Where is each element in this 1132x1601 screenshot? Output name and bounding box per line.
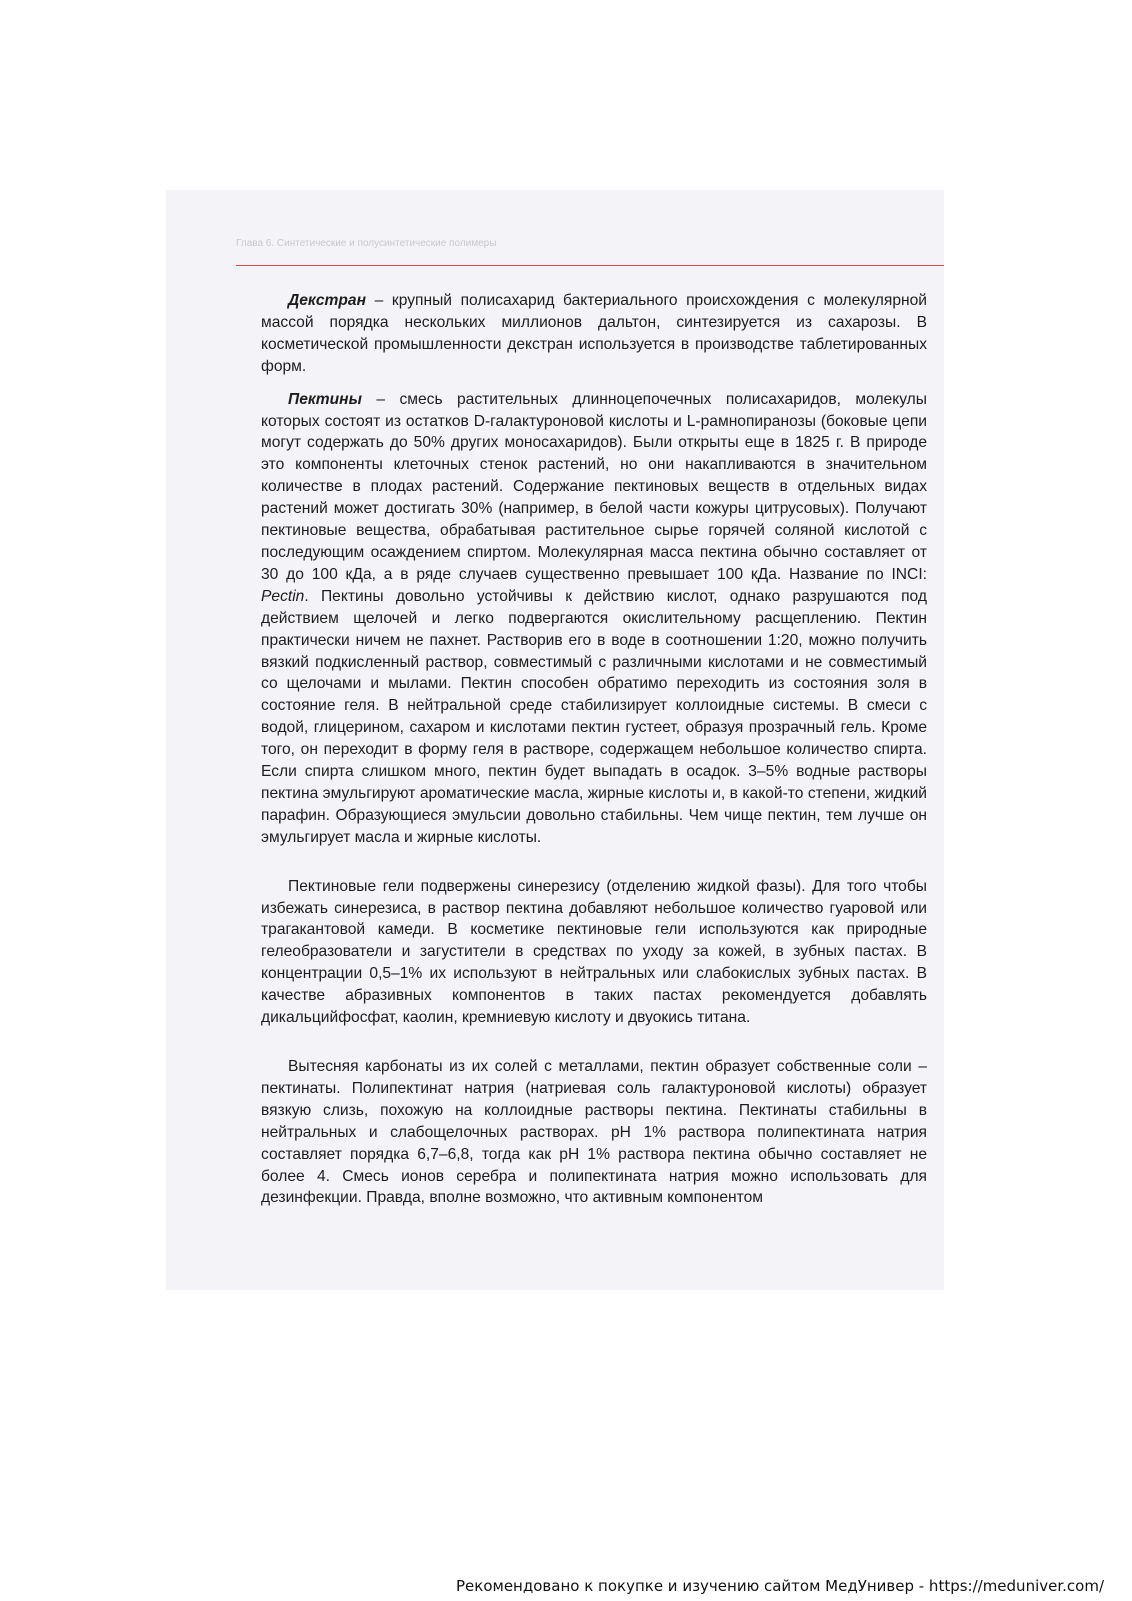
paragraph-pectins: [261, 389, 927, 849]
header-divider: [236, 265, 944, 266]
scanned-book-page: [166, 190, 944, 1290]
running-header: Глава 6. Синтетические и полусинтетические полимеры: [236, 238, 497, 249]
body-text: [261, 290, 927, 1209]
footer-recommendation: Рекомендовано к покупке и изучению сайтом МедУнивер - https://meduniver.com/: [456, 1577, 1104, 1595]
dextran-text: – крупный полисахарид бактериального происхождения с молекулярной массой порядка нескольких миллионов дальтон, синтезируется из сахарозы. В косметической промышленности декстран используется в производстве таблетированных форм.: [261, 292, 927, 375]
pectins-text-part-1: – смесь растительных длинноцепочечных полисахаридов, молекулы которых состоят из остатков D-галактуроновой кислоты и L-рамнопиранозы (боковые цепи могут содержать до 50% других моносахаридов). Были открыты еще в 1825 г. В природе это компоненты клеточных стенок растений, но они накапливаются в значительном количестве в плодах растений. Содержание пектиновых веществ в отдельных видах растений может достигать 30% (например, в белой части кожуры цитрусовых). Получают пектиновые вещества, обрабатывая растительное сырье горячей соляной кислотой с последующим осаждением спиртом. Молекулярная масса пектина обычно составляет от 30 до 100 кДа, а в ряде случаев существенно превышает 100 кДа. Название по INCI:: [261, 390, 927, 583]
pectins-text-part-2: . Пектины довольно устойчивы к действию кислот, однако разрушаются под действием щелочей и легко подвергаются окислительному расщеплению. Пектин практически ничем не пахнет. Растворив его в воде в соотношении 1:20, можно получить вязкий подкисленный раствор, совместимый с различными кислотами и не совместимый со щелочами и мылами. Пектин способен обратимо переходить из состояния золя в состояние геля. В нейтральной среде стабилизирует коллоидные системы. В смеси с водой, глицерином, сахаром и кислотами пектин густеет, образуя прозрачный гель. Кроме того, он переходит в форму геля в растворе, содержащем небольшое количество спирта. Если спирта слишком много, пектин будет выпадать в осадок. 3–5% водные растворы пектина эмульгируют ароматические масла, жирные кислоты и, в какой-то степени, жидкий парафин. Образующиеся эмульсии довольно стабильны. Чем чище пектин, тем лучше он эмульгирует масла и жирные кислоты.: [261, 587, 927, 846]
term-dextran: Декстран: [288, 292, 366, 309]
inci-name: Pectin: [261, 587, 305, 605]
paragraph-pectin-gels: Пектиновые гели подвержены синерезису (отделению жидкой фазы). Для того чтобы избежать синерезиса, в раствор пектина добавляют небольшое количество гуаровой или трагакантовой камеди. В косметике пектиновые гели используются как природные гелеобразователи и загустители в средствах по уходу за кожей, в зубных пастах. В концентрации 0,5–1% их используют в нейтральных или слабокислых зубных пастах. В качестве абразивных компонентов в таких пастах рекомендуется добавлять дикальцийфосфат, каолин, кремниевую кислоту и двуокись титана.: [261, 877, 927, 1027]
term-pectins: Пектины: [288, 390, 362, 408]
paragraph-pectinates: Вытесняя карбонаты из их солей с металлами, пектин образует собственные соли – пектинаты. Полипектинат натрия (натриевая соль галактуроновой кислоты) образует вязкую слизь, похожую на коллоидные растворы пектина. Пектинаты стабильны в нейтральных и слабощелочных растворах. pH 1% раствора полипектината натрия составляет порядка 6,7–6,8, тогда как pH 1% раствора пектина обычно составляет не более 4. Смесь ионов серебра и полипектината натрия можно использовать для дезинфекции. Правда, вполне возможно, что активным компонентом: [261, 1058, 927, 1207]
paragraph-dextran: [261, 290, 927, 378]
